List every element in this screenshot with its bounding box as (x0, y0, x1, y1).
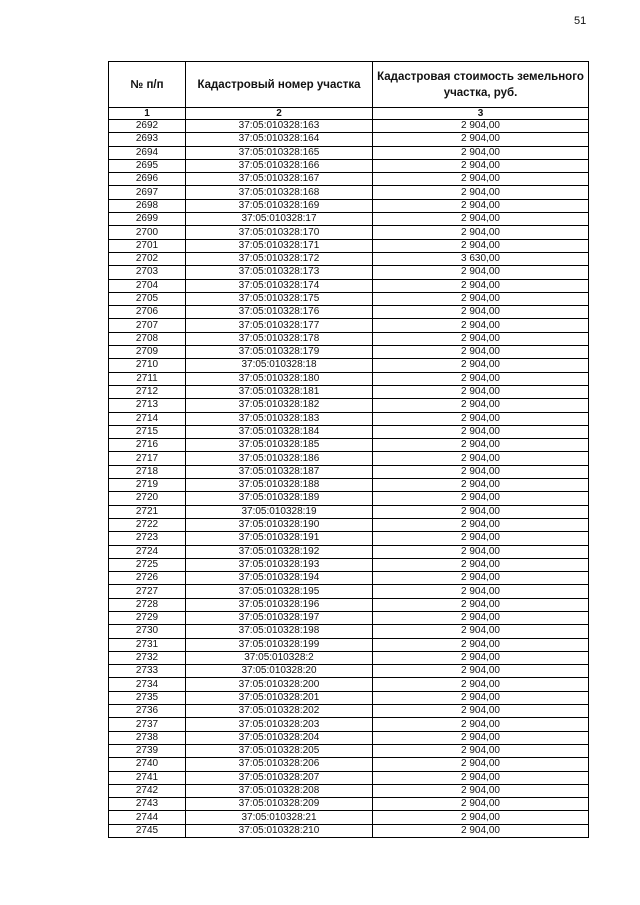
cadastral-value-cell: 2 904,00 (373, 492, 589, 505)
row-number-cell: 2696 (109, 173, 186, 186)
cadastral-value-cell: 2 904,00 (373, 518, 589, 531)
cadastral-value-cell: 2 904,00 (373, 133, 589, 146)
cadastral-value-cell: 3 630,00 (373, 252, 589, 265)
cadastral-value-cell: 2 904,00 (373, 705, 589, 718)
cadastral-number-cell: 37:05:010328:181 (186, 385, 373, 398)
row-number-cell: 2719 (109, 479, 186, 492)
column-number-2: 2 (186, 108, 373, 120)
table-row (109, 186, 589, 199)
row-number-cell: 2714 (109, 412, 186, 425)
cadastral-value-cell: 2 904,00 (373, 439, 589, 452)
cadastral-value-cell: 2 904,00 (373, 306, 589, 319)
cadastral-number-cell: 37:05:010328:204 (186, 731, 373, 744)
table-row (109, 625, 589, 638)
cadastral-number-cell: 37:05:010328:183 (186, 412, 373, 425)
row-number-cell: 2701 (109, 239, 186, 252)
row-number-cell: 2707 (109, 319, 186, 332)
row-number-cell: 2732 (109, 651, 186, 664)
table-row (109, 558, 589, 571)
row-number-cell: 2730 (109, 625, 186, 638)
cadastral-value-cell: 2 904,00 (373, 213, 589, 226)
row-number-cell: 2725 (109, 558, 186, 571)
row-number-cell: 2717 (109, 452, 186, 465)
cadastral-value-cell: 2 904,00 (373, 239, 589, 252)
table-row (109, 120, 589, 133)
table-row (109, 292, 589, 305)
row-number-cell: 2700 (109, 226, 186, 239)
table-row (109, 611, 589, 624)
cadastral-number-cell: 37:05:010328:171 (186, 239, 373, 252)
cadastral-number-cell: 37:05:010328:163 (186, 120, 373, 133)
cadastral-value-cell: 2 904,00 (373, 638, 589, 651)
table-row (109, 452, 589, 465)
cadastral-number-cell: 37:05:010328:188 (186, 479, 373, 492)
cadastral-number-cell: 37:05:010328:180 (186, 372, 373, 385)
row-number-cell: 2745 (109, 824, 186, 837)
table-row (109, 572, 589, 585)
table-row (109, 306, 589, 319)
cadastral-value-cell: 2 904,00 (373, 292, 589, 305)
cadastral-table (108, 61, 589, 838)
row-number-cell: 2716 (109, 439, 186, 452)
cadastral-value-cell: 2 904,00 (373, 558, 589, 571)
cadastral-number-cell: 37:05:010328:193 (186, 558, 373, 571)
table-row (109, 718, 589, 731)
cadastral-value-cell: 2 904,00 (373, 399, 589, 412)
cadastral-number-cell: 37:05:010328:182 (186, 399, 373, 412)
cadastral-number-cell: 37:05:010328:185 (186, 439, 373, 452)
table-row (109, 266, 589, 279)
cadastral-number-cell: 37:05:010328:17 (186, 213, 373, 226)
cadastral-value-cell: 2 904,00 (373, 186, 589, 199)
row-number-cell: 2727 (109, 585, 186, 598)
cadastral-number-cell: 37:05:010328:205 (186, 744, 373, 757)
table-row (109, 159, 589, 172)
table-row (109, 784, 589, 797)
cadastral-number-cell: 37:05:010328:207 (186, 771, 373, 784)
cadastral-value-cell: 2 904,00 (373, 758, 589, 771)
cadastral-value-cell: 2 904,00 (373, 120, 589, 133)
row-number-cell: 2729 (109, 611, 186, 624)
row-number-cell: 2720 (109, 492, 186, 505)
cadastral-value-cell: 2 904,00 (373, 425, 589, 438)
cadastral-value-cell: 2 904,00 (373, 625, 589, 638)
row-number-cell: 2709 (109, 346, 186, 359)
cadastral-value-cell: 2 904,00 (373, 811, 589, 824)
cadastral-number-cell: 37:05:010328:210 (186, 824, 373, 837)
row-number-cell: 2703 (109, 266, 186, 279)
cadastral-value-cell: 2 904,00 (373, 173, 589, 186)
cadastral-value-cell: 2 904,00 (373, 412, 589, 425)
cadastral-value-cell: 2 904,00 (373, 332, 589, 345)
row-number-cell: 2697 (109, 186, 186, 199)
table-row (109, 532, 589, 545)
table-row (109, 705, 589, 718)
cadastral-value-cell: 2 904,00 (373, 731, 589, 744)
cadastral-number-cell: 37:05:010328:173 (186, 266, 373, 279)
row-number-cell: 2695 (109, 159, 186, 172)
cadastral-number-cell: 37:05:010328:174 (186, 279, 373, 292)
cadastral-number-cell: 37:05:010328:208 (186, 784, 373, 797)
row-number-cell: 2733 (109, 665, 186, 678)
row-number-cell: 2744 (109, 811, 186, 824)
header-row-number: № п/п (109, 62, 186, 108)
cadastral-number-cell: 37:05:010328:197 (186, 611, 373, 624)
header-row (109, 62, 589, 108)
cadastral-value-cell: 2 904,00 (373, 585, 589, 598)
row-number-cell: 2724 (109, 545, 186, 558)
cadastral-value-cell: 2 904,00 (373, 452, 589, 465)
row-number-cell: 2706 (109, 306, 186, 319)
cadastral-value-cell: 2 904,00 (373, 824, 589, 837)
cadastral-number-cell: 37:05:010328:170 (186, 226, 373, 239)
cadastral-number-cell: 37:05:010328:184 (186, 425, 373, 438)
table-row (109, 518, 589, 531)
row-number-cell: 2735 (109, 691, 186, 704)
table-row (109, 505, 589, 518)
cadastral-number-cell: 37:05:010328:200 (186, 678, 373, 691)
header-cadastral-number: Кадастровый номер участка (186, 62, 373, 108)
cadastral-value-cell: 2 904,00 (373, 598, 589, 611)
table-row (109, 239, 589, 252)
row-number-cell: 2710 (109, 359, 186, 372)
row-number-cell: 2726 (109, 572, 186, 585)
cadastral-number-cell: 37:05:010328:20 (186, 665, 373, 678)
table-row (109, 678, 589, 691)
table-row (109, 465, 589, 478)
cadastral-number-cell: 37:05:010328:191 (186, 532, 373, 545)
cadastral-value-cell: 2 904,00 (373, 545, 589, 558)
table-row (109, 758, 589, 771)
cadastral-value-cell: 2 904,00 (373, 678, 589, 691)
cadastral-value-cell: 2 904,00 (373, 346, 589, 359)
table-row (109, 439, 589, 452)
cadastral-number-cell: 37:05:010328:168 (186, 186, 373, 199)
cadastral-value-cell: 2 904,00 (373, 784, 589, 797)
cadastral-number-cell: 37:05:010328:195 (186, 585, 373, 598)
cadastral-number-cell: 37:05:010328:199 (186, 638, 373, 651)
column-number-row (109, 108, 589, 120)
row-number-cell: 2713 (109, 399, 186, 412)
row-number-cell: 2708 (109, 332, 186, 345)
table-row (109, 346, 589, 359)
cadastral-number-cell: 37:05:010328:18 (186, 359, 373, 372)
cadastral-number-cell: 37:05:010328:166 (186, 159, 373, 172)
cadastral-number-cell: 37:05:010328:202 (186, 705, 373, 718)
table-row (109, 811, 589, 824)
table-row (109, 545, 589, 558)
table-row (109, 332, 589, 345)
table-row (109, 385, 589, 398)
row-number-cell: 2723 (109, 532, 186, 545)
cadastral-value-cell: 2 904,00 (373, 159, 589, 172)
row-number-cell: 2742 (109, 784, 186, 797)
cadastral-value-cell: 2 904,00 (373, 372, 589, 385)
cadastral-value-cell: 2 904,00 (373, 651, 589, 664)
row-number-cell: 2704 (109, 279, 186, 292)
table-row (109, 585, 589, 598)
table-row (109, 665, 589, 678)
cadastral-number-cell: 37:05:010328:190 (186, 518, 373, 531)
table-row (109, 173, 589, 186)
row-number-cell: 2737 (109, 718, 186, 731)
row-number-cell: 2694 (109, 146, 186, 159)
table-row (109, 598, 589, 611)
cadastral-value-cell: 2 904,00 (373, 611, 589, 624)
row-number-cell: 2692 (109, 120, 186, 133)
cadastral-value-cell: 2 904,00 (373, 572, 589, 585)
cadastral-value-cell: 2 904,00 (373, 665, 589, 678)
cadastral-value-cell: 2 904,00 (373, 479, 589, 492)
row-number-cell: 2693 (109, 133, 186, 146)
cadastral-value-cell: 2 904,00 (373, 771, 589, 784)
cadastral-number-cell: 37:05:010328:192 (186, 545, 373, 558)
cadastral-number-cell: 37:05:010328:186 (186, 452, 373, 465)
cadastral-number-cell: 37:05:010328:169 (186, 199, 373, 212)
row-number-cell: 2738 (109, 731, 186, 744)
table-row (109, 651, 589, 664)
table-row (109, 638, 589, 651)
cadastral-number-cell: 37:05:010328:2 (186, 651, 373, 664)
cadastral-number-cell: 37:05:010328:187 (186, 465, 373, 478)
table-row (109, 199, 589, 212)
cadastral-value-cell: 2 904,00 (373, 532, 589, 545)
table-row (109, 359, 589, 372)
row-number-cell: 2722 (109, 518, 186, 531)
cadastral-value-cell: 2 904,00 (373, 279, 589, 292)
table-row (109, 479, 589, 492)
table-row (109, 279, 589, 292)
cadastral-number-cell: 37:05:010328:209 (186, 798, 373, 811)
cadastral-number-cell: 37:05:010328:177 (186, 319, 373, 332)
row-number-cell: 2731 (109, 638, 186, 651)
table-row (109, 146, 589, 159)
table-row (109, 213, 589, 226)
row-number-cell: 2698 (109, 199, 186, 212)
cadastral-value-cell: 2 904,00 (373, 266, 589, 279)
row-number-cell: 2721 (109, 505, 186, 518)
row-number-cell: 2740 (109, 758, 186, 771)
cadastral-value-cell: 2 904,00 (373, 718, 589, 731)
table-row (109, 412, 589, 425)
cadastral-value-cell: 2 904,00 (373, 359, 589, 372)
table-row (109, 731, 589, 744)
cadastral-value-cell: 2 904,00 (373, 505, 589, 518)
row-number-cell: 2734 (109, 678, 186, 691)
cadastral-number-cell: 37:05:010328:176 (186, 306, 373, 319)
table-row (109, 492, 589, 505)
table-row (109, 691, 589, 704)
table-row (109, 133, 589, 146)
row-number-cell: 2741 (109, 771, 186, 784)
cadastral-number-cell: 37:05:010328:178 (186, 332, 373, 345)
table-row (109, 771, 589, 784)
cadastral-number-cell: 37:05:010328:201 (186, 691, 373, 704)
table-row (109, 319, 589, 332)
cadastral-number-cell: 37:05:010328:198 (186, 625, 373, 638)
row-number-cell: 2711 (109, 372, 186, 385)
cadastral-value-cell: 2 904,00 (373, 798, 589, 811)
cadastral-number-cell: 37:05:010328:172 (186, 252, 373, 265)
cadastral-number-cell: 37:05:010328:164 (186, 133, 373, 146)
cadastral-value-cell: 2 904,00 (373, 385, 589, 398)
table-row (109, 824, 589, 837)
cadastral-number-cell: 37:05:010328:206 (186, 758, 373, 771)
cadastral-number-cell: 37:05:010328:175 (186, 292, 373, 305)
page-number: 51 (574, 15, 587, 27)
cadastral-number-cell: 37:05:010328:203 (186, 718, 373, 731)
row-number-cell: 2739 (109, 744, 186, 757)
header-cadastral-value: Кадастровая стоимость земельного участка, руб. (373, 62, 589, 108)
table-row (109, 744, 589, 757)
cadastral-value-cell: 2 904,00 (373, 226, 589, 239)
table-row (109, 226, 589, 239)
cadastral-number-cell: 37:05:010328:189 (186, 492, 373, 505)
cadastral-number-cell: 37:05:010328:194 (186, 572, 373, 585)
row-number-cell: 2712 (109, 385, 186, 398)
row-number-cell: 2743 (109, 798, 186, 811)
table-row (109, 425, 589, 438)
cadastral-value-cell: 2 904,00 (373, 319, 589, 332)
cadastral-value-cell: 2 904,00 (373, 744, 589, 757)
cadastral-number-cell: 37:05:010328:21 (186, 811, 373, 824)
row-number-cell: 2705 (109, 292, 186, 305)
cadastral-value-cell: 2 904,00 (373, 199, 589, 212)
cadastral-number-cell: 37:05:010328:179 (186, 346, 373, 359)
cadastral-number-cell: 37:05:010328:165 (186, 146, 373, 159)
row-number-cell: 2699 (109, 213, 186, 226)
cadastral-number-cell: 37:05:010328:196 (186, 598, 373, 611)
table-row (109, 798, 589, 811)
table-row (109, 252, 589, 265)
table-body (109, 120, 589, 838)
cadastral-number-cell: 37:05:010328:167 (186, 173, 373, 186)
cadastral-value-cell: 2 904,00 (373, 146, 589, 159)
cadastral-number-cell: 37:05:010328:19 (186, 505, 373, 518)
column-number-3: 3 (373, 108, 589, 120)
row-number-cell: 2736 (109, 705, 186, 718)
table-row (109, 399, 589, 412)
cadastral-value-cell: 2 904,00 (373, 465, 589, 478)
cadastral-value-cell: 2 904,00 (373, 691, 589, 704)
row-number-cell: 2728 (109, 598, 186, 611)
row-number-cell: 2718 (109, 465, 186, 478)
column-number-1: 1 (109, 108, 186, 120)
row-number-cell: 2715 (109, 425, 186, 438)
table-row (109, 372, 589, 385)
row-number-cell: 2702 (109, 252, 186, 265)
